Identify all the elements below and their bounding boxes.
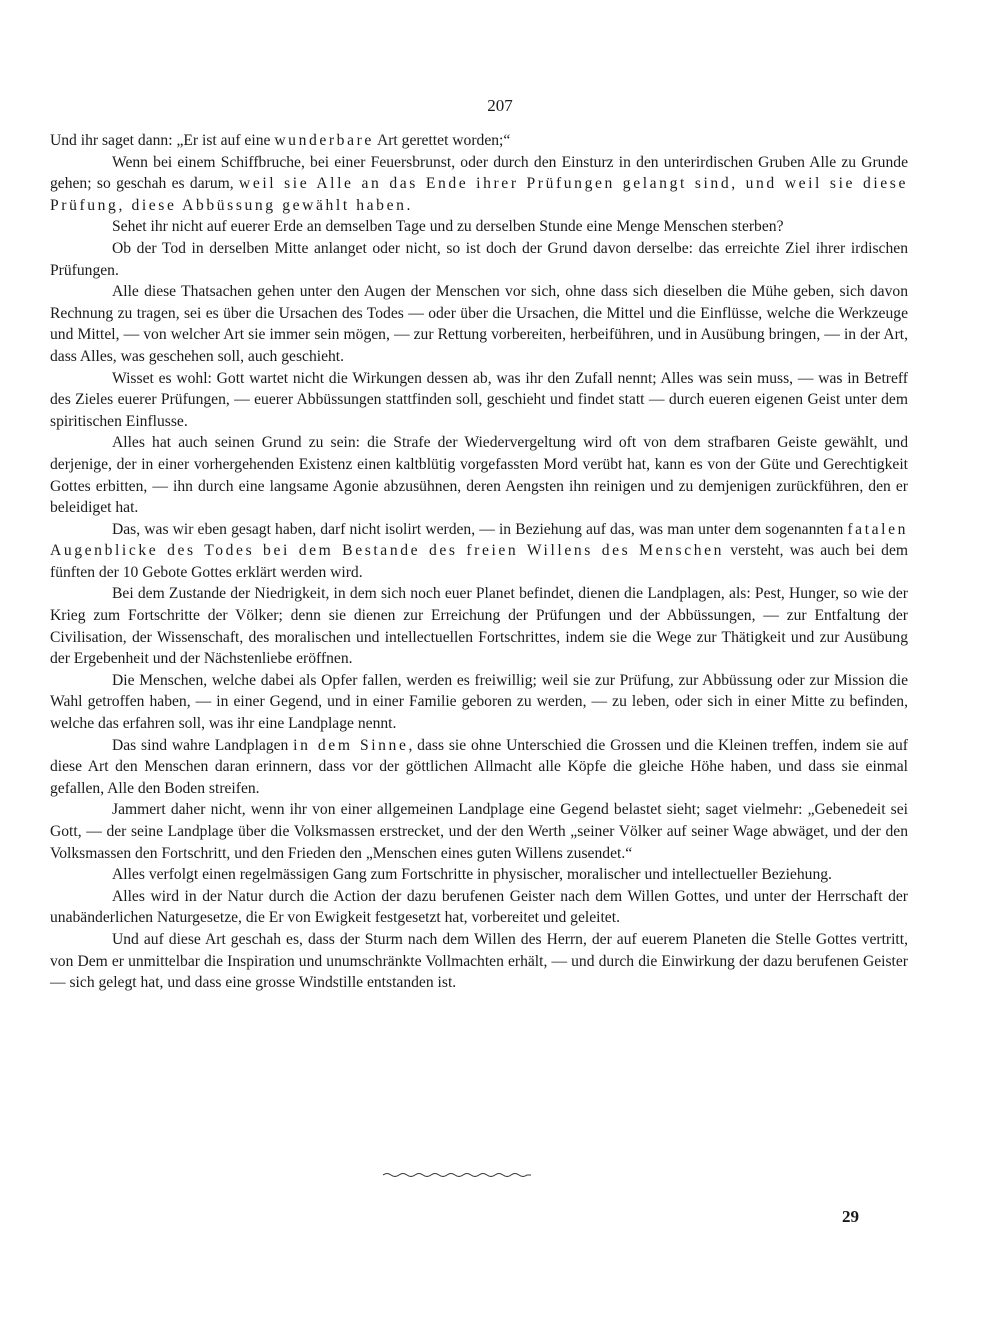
text-run: Bei dem Zustande der Niedrigkeit, in dem sich noch euer Planet befindet, dienen die Landplagen, als: Pest, Hunger, so wie der Krieg zum Fortschritte der Völker; denn sie dienen zur Erreichung der Prüfungen und der Abbüssungen, — zur Entfaltung der Civilisation, der Wissenschaft, des moralischen und intellectuellen Fortschrittes, indem sie die Wege zur Thätigkeit und zur Ausübung der Ergebenheit und der Nächstenliebe eröffnen. [50, 585, 908, 668]
spaced-emphasis-text: fatalen Augenblicke des Todes bei dem Bestande des freien Willens des Menschen [50, 520, 908, 560]
paragraph [50, 216, 908, 238]
text-run: Das, was wir eben gesagt haben, darf nicht isolirt werden, — in Beziehung auf das, was man unter dem sogenannten [112, 520, 848, 538]
paragraph [50, 864, 908, 886]
text-run: versteht, was auch bei dem fünften der 10 Gebote Gottes erklärt werden wird. [50, 542, 908, 581]
paragraph [50, 670, 908, 735]
text-run: Alles wird in der Natur durch die Action der dazu berufenen Geister nach dem Willen Gottes, und unter der Herrschaft der unabänderlichen Naturgesetze, die Er von Ewigkeit festgesetzt hat, vorbereitet und geleitet. [50, 887, 908, 927]
paragraph [50, 281, 908, 367]
text-run: Alles verfolgt einen regelmässigen Gang zum Fortschritte in physischer, moralischer und intellectueller Beziehung. [112, 866, 832, 884]
spaced-emphasis-text: weil sie Alle an das Ende ihrer Prüfungen gelangt sind, und weil sie diese Prüfung, diese Abbüssung gewählt haben. [50, 175, 908, 214]
text-run: Und ihr saget dann: „Er ist auf eine [50, 132, 275, 149]
text-run: Jammert daher nicht, wenn ihr von einer allgemeinen Landplage eine Gegend belastet sieht; saget vielmehr: „Gebenedeit sei Gott, — der seine Landplage über die Volksmassen erstrecket, und der den Werth „seiner Völker auf seiner Wage abwäget, und der den Volksmassen den Fortschritt, und den Frieden den „Menschen eines guten Willens zusendet.“ [50, 801, 908, 862]
paragraph [50, 583, 908, 669]
body-text [50, 130, 908, 994]
text-run: Wisset es wohl: Gott wartet nicht die Wirkungen dessen ab, was ihr den Zufall nennt; Alles was sein muss, — was in Betreff des Zieles euerer Prüfungen, — euerer Abbüssungen stattfinden soll, geschieht und findet statt — durch eueren eigenen Geist unter dem spiritischen Einflusse. [50, 369, 908, 430]
paragraph [50, 929, 908, 994]
ornamental-divider [383, 1172, 531, 1178]
signature-mark: 29 [842, 1207, 859, 1226]
paragraph [50, 152, 908, 217]
text-run: Ob der Tod in derselben Mitte anlanget oder nicht, so ist doch der Grund davon derselbe: das erreichte Ziel ihrer irdischen Prüfungen. [50, 239, 908, 279]
text-run: Und auf diese Art geschah es, dass der Sturm nach dem Willen des Herrn, der auf euerem Planeten die Stelle Gottes vertritt, von Dem er unmittelbar die Inspiration und unumschränkte Vollmachten erhält, — und durch die Einwirkung der dazu berufenen Geister — sich gelegt hat, und dass eine grosse Windstille entstanden ist. [50, 930, 908, 992]
page-number: 207 [487, 96, 513, 115]
paragraph [50, 368, 908, 433]
text-run: Art gerettet worden;“ [373, 132, 511, 149]
text-run: Das sind wahre Landplagen [112, 736, 294, 754]
paragraph [50, 886, 908, 929]
spaced-emphasis-text: in dem Sinne [293, 736, 409, 754]
paragraph [50, 519, 908, 584]
text-run: Alle diese Thatsachen gehen unter den Augen der Menschen vor sich, ohne dass sich dieselben die Mühe geben, sich davon Rechnung zu tragen, sei es über die Ursachen des Todes — oder über die Ursachen, die Mittel und die Einflüsse, welche die Werkzeuge und Mittel, — von welcher Art sie immer sein mögen, — zur Rettung vorbereiten, herbeiführen, und in Ausübung bringen, — in der Art, dass Alles, was geschehen soll, auch geschieht. [50, 283, 908, 365]
paragraph [50, 799, 908, 864]
spaced-emphasis-text: wunderbare [274, 132, 374, 149]
paragraph [50, 238, 908, 281]
paragraph [50, 130, 908, 152]
text-run: Sehet ihr nicht auf euerer Erde an demselben Tage und zu derselben Stunde eine Menge Menschen sterben? [112, 218, 784, 236]
text-run: Wenn bei einem Schiffbruche, bei einer Feuersbrunst, oder durch den Einsturz in den unterirdischen Gruben Alle zu Grunde gehen; so geschah es darum, [50, 153, 908, 193]
paragraph [50, 432, 908, 518]
text-run: Alles hat auch seinen Grund zu sein: die Strafe der Wiedervergeltung wird oft von dem strafbaren Geiste gewählt, und derjenige, der in einer vorhergehenden Existenz einen kaltblütig vorgefassten Mord verübt hat, kann es von der Güte und Gerechtigkeit Gottes erbitten, — ihn durch eine langsame Agonie abzusühnen, deren Aengsten ihn reinigen und zu demjenigen zurückführen, den er beleidiget hat. [50, 434, 908, 517]
paragraph [50, 735, 908, 800]
text-run: Die Menschen, welche dabei als Opfer fallen, werden es freiwillig; weil sie zur Prüfung, zur Abbüssung oder zur Mission die Wahl getroffen haben, — in einer Gegend, und in einer Familie geboren zu werden, — zu leben, oder sich in einer Mitte zu befinden, welche das erfahren soll, was ihr eine Landplage nennt. [50, 671, 908, 733]
text-run: , dass sie ohne Unterschied die Grossen und die Kleinen treffen, indem sie auf diese Art den Menschen daran erinnern, dass vor der göttlichen Allmacht alle Köpfe die gleiche Höhe haben, und dass sie einmal gefallen, Alle den Boden streifen. [50, 736, 909, 797]
